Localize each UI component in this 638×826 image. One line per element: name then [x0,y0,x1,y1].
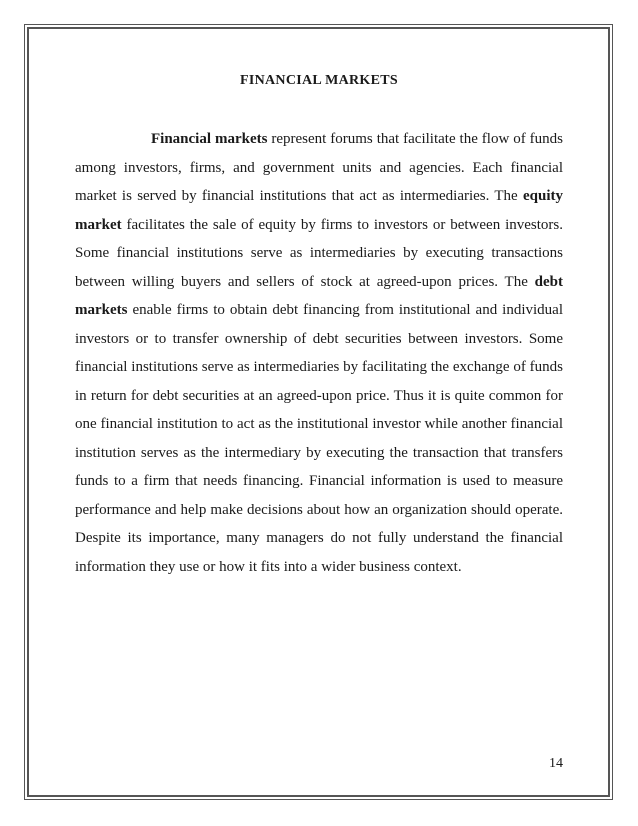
page-title: FINANCIAL MARKETS [240,73,398,88]
paragraph-text-3: enable firms to obtain debt financing from institutional and individual investors or to transfer ownership of debt securities between investors. Some financial institutions serve as intermediaries by facilitating the exchange of funds in return for debt securities at an agreed-upon price. Thus it is quite common for one financial institution to act as the institutional investor while another financial institution serves as the intermediary by executing the transaction that transfers funds to a firm that needs financing. Financial information is used to measure performance and help make decisions about how an organization should operate. Despite its importance, many managers do not fully understand the financial information they use or how it fits into a wider business context. [75,302,563,575]
term-financial-markets: Financial markets [151,131,268,147]
body-paragraph [75,125,563,581]
page-number: 14 [549,756,563,771]
paragraph-text-2: facilitates the sale of equity by firms to investors or between investors. Some financial institutions serve as intermediaries by executing transactions between willing buyers and sellers of stock at agreed-upon prices. The [75,216,563,290]
term-debt-markets: debt markets [75,273,563,318]
term-equity-market: equity market [75,188,563,233]
paragraph-text-1: represent forums that facilitate the flow of funds among investors, firms, and government units and agencies. Each financial market is served by financial institutions that act as intermediaries. The [75,131,563,204]
